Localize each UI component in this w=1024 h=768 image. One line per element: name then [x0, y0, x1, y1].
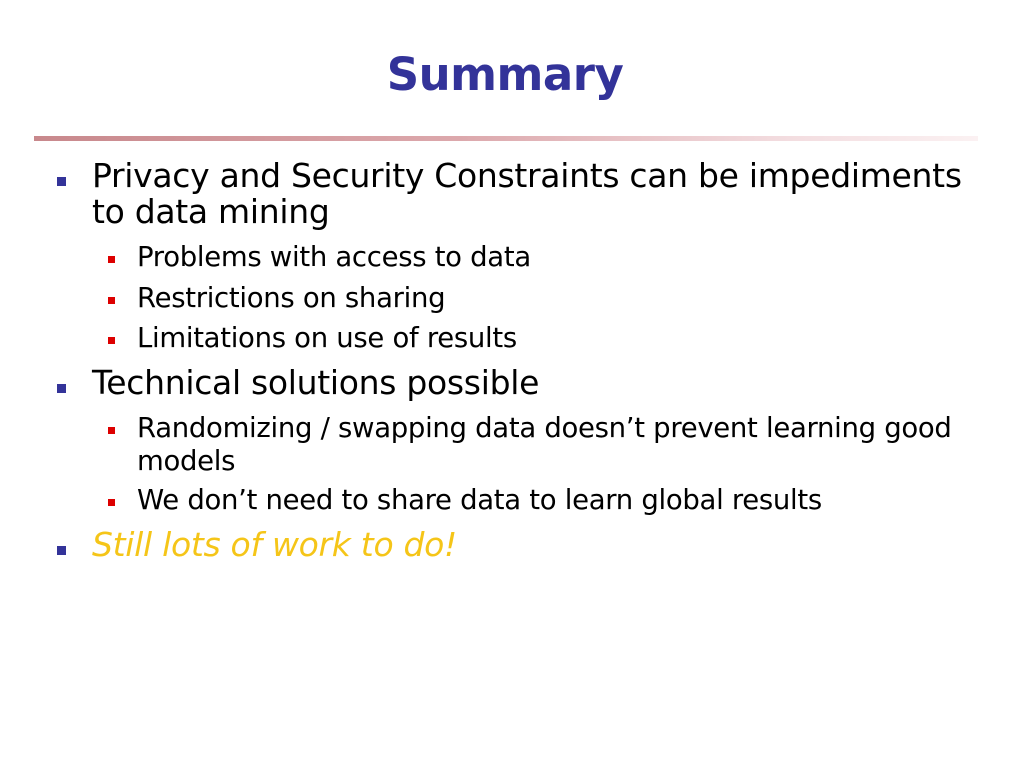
- sub-bullet-marker-icon: [108, 427, 115, 434]
- bullet-text: Technical solutions possible: [92, 363, 540, 402]
- sub-bullet-marker-icon: [108, 297, 115, 304]
- sub-bullet-marker-icon: [108, 337, 115, 344]
- bullet-marker-icon: [57, 384, 66, 393]
- sub-bullet-text: Randomizing / swapping data doesn’t prevent learning good models: [137, 412, 952, 477]
- sub-bullet-marker-icon: [108, 256, 115, 263]
- sub-bullet-text: Limitations on use of results: [137, 322, 517, 354]
- bullet-text: Privacy and Security Constraints can be impediments to data mining: [92, 156, 962, 231]
- bullet-marker-icon: [57, 546, 66, 555]
- sub-bullet-text: We don’t need to share data to learn global results: [137, 484, 822, 516]
- bullet-marker-icon: [57, 177, 66, 186]
- sub-bullet-marker-icon: [108, 499, 115, 506]
- sub-bullet-text: Restrictions on sharing: [137, 282, 446, 314]
- sub-bullet-text: Problems with access to data: [137, 241, 531, 273]
- highlight-bullet-text: Still lots of work to do!: [92, 525, 457, 564]
- slide-title: Summary: [386, 48, 624, 101]
